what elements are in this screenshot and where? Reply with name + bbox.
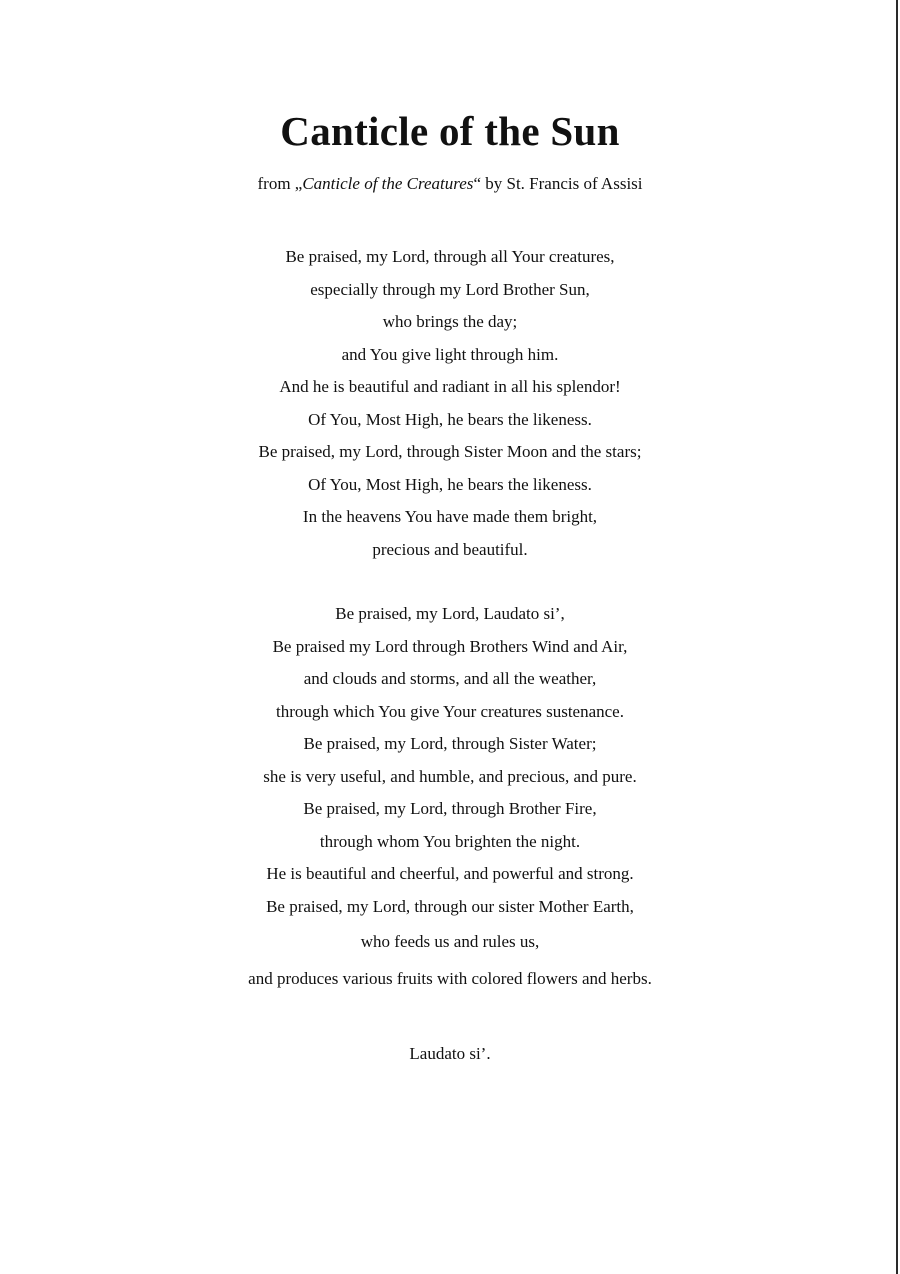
verse-line: and You give light through him. xyxy=(341,344,559,364)
verse-line: precious and beautiful. xyxy=(372,539,528,559)
verse-line: who brings the day; xyxy=(382,312,518,331)
verse-line: Of You, Most High, he bears the likeness. xyxy=(308,474,592,494)
verse-line: through which You give Your creatures sustenance. xyxy=(276,701,624,721)
verse-line: and clouds and storms, and all the weather, xyxy=(303,669,597,688)
subtitle-prefix: from „ xyxy=(257,174,303,193)
page-title: Canticle of the Sun xyxy=(280,108,620,154)
verse-line: And he is beautiful and radiant in all his splendor! xyxy=(279,377,621,396)
verse-line: through whom You brighten the night. xyxy=(319,831,581,851)
verse-line: Be praised, my Lord, through Sister Water; xyxy=(303,734,597,753)
verse-line: Be praised, my Lord, through Brother Fire, xyxy=(303,799,597,818)
verse-line: Be praised, my Lord, through our sister Mother Earth, xyxy=(266,896,634,916)
subtitle-suffix: “ by St. Francis of Assisi xyxy=(473,174,643,193)
verse-line: she is very useful, and humble, and precious, and pure. xyxy=(263,766,637,786)
stanza-1 xyxy=(0,241,900,566)
closing-line: Laudato si’. xyxy=(409,1044,491,1063)
verse-line: He is beautiful and cheerful, and powerful and strong. xyxy=(266,864,634,883)
verse-line: and produces various fruits with colored flowers and herbs. xyxy=(248,969,652,988)
verse-line: Be praised my Lord through Brothers Wind and Air, xyxy=(272,636,628,656)
verse-line: In the heavens You have made them bright, xyxy=(302,507,598,526)
verse-line: who feeds us and rules us, xyxy=(360,932,540,951)
stanza-2 xyxy=(0,598,900,997)
verse-line: Of You, Most High, he bears the likeness. xyxy=(308,409,592,429)
verse-line: Be praised, my Lord, Laudato si’, xyxy=(335,604,565,623)
verse-line: especially through my Lord Brother Sun, xyxy=(310,279,590,299)
verse-line: Be praised, my Lord, through all Your creatures, xyxy=(285,247,615,266)
subtitle xyxy=(0,173,900,195)
subtitle-work-title: Canticle of the Creatures xyxy=(302,174,474,193)
verse-line: Be praised, my Lord, through Sister Moon and the stars; xyxy=(258,442,642,461)
